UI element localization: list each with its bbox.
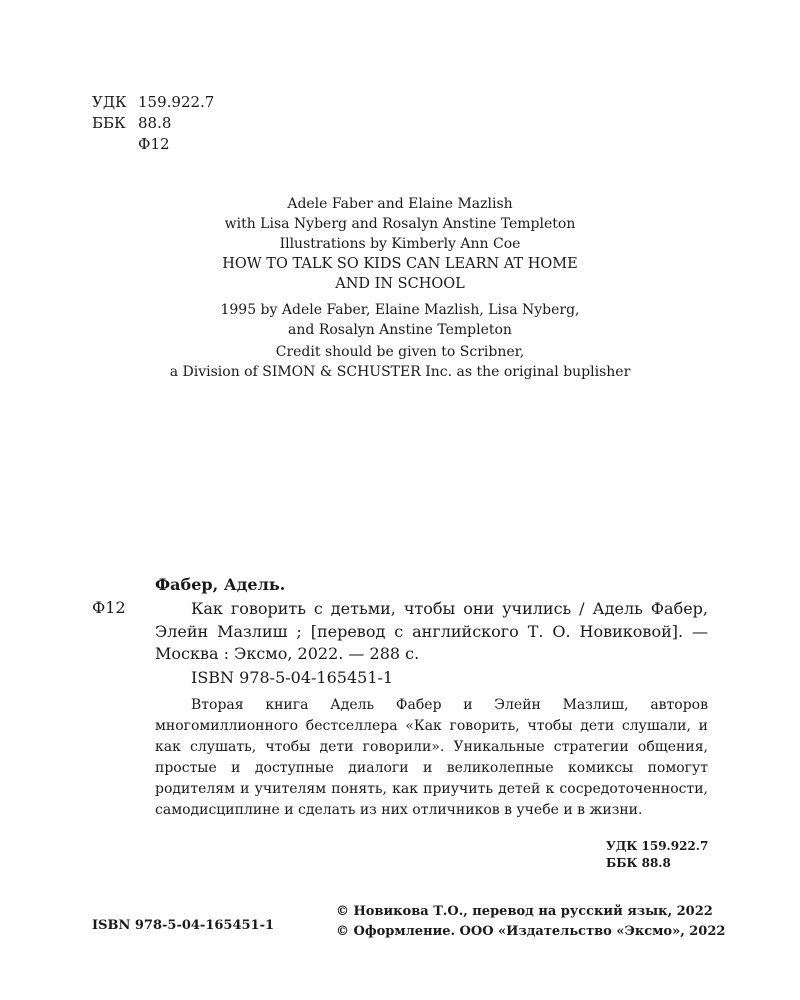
udk-value: 159.922.7 (138, 93, 215, 111)
udk-bottom: УДК 159.922.7 (606, 839, 709, 853)
book-annotation: Вторая книга Адель Фабер и Элейн Мазлиш, авторов многомиллионного бестселлера «Как говорить, чтобы дети слушали, и как слушать, чтобы дети говорили». Уникальные стратегии общения, простые и доступные диалоги и великолепные комиксы помогут родителям и учителям понять, как приучить детей к сосредоточенности, самодисциплине и сделать из них отличников в учебе и в жизни. (155, 697, 708, 818)
original-title-block (0, 254, 800, 294)
udk-key: УДК (92, 93, 127, 111)
udk-row (92, 92, 214, 113)
catalog-isbn: ISBN 978-5-04-165451-1 (191, 668, 394, 687)
bbk-bottom: ББК 88.8 (606, 856, 671, 870)
publisher-credit-line-1: Credit should be given to Scribner, (275, 344, 525, 360)
original-title-line-1: HOW TO TALK SO KIDS CAN LEARN AT HOME (222, 256, 578, 272)
classification-top (92, 92, 214, 155)
illustrations-line: Illustrations by Kimberly Ann Coe (279, 236, 521, 252)
footer-copyright (336, 902, 725, 942)
original-copyright-line-1: 1995 by Adele Faber, Elaine Mazlish, Lisa Nyberg, (220, 302, 580, 318)
bbk-row (92, 113, 214, 134)
copyright-design: © Оформление. ООО «Издательство «Эксмо», 2022 (336, 924, 726, 939)
bbk-value: 88.8 (138, 114, 172, 132)
original-copyright-line-2: and Rosalyn Anstine Templeton (288, 322, 512, 338)
original-title-line-2: AND IN SCHOOL (335, 276, 465, 292)
catalog-description: Как говорить с детьми, чтобы они учились / Адель Фабер, Элейн Мазлиш ; [перевод с английского Т. О. Новиковой]. — Москва : Эксмо, 2022. — 288 с. (155, 599, 708, 663)
footer-isbn: ISBN 978-5-04-165451-1 (92, 918, 275, 933)
author-mark-row (92, 134, 214, 155)
original-copyright-block (0, 300, 800, 340)
credits-authors-block (0, 194, 800, 254)
catalog-author-mark: Ф12 (92, 598, 126, 617)
with-authors-line: with Lisa Nyberg and Rosalyn Anstine Templeton (224, 216, 576, 232)
publisher-credit-line-2: a Division of SIMON & SCHUSTER Inc. as the original buplisher (169, 364, 631, 380)
classification-bottom (606, 838, 708, 872)
authors-line: Adele Faber and Elaine Mazlish (287, 196, 513, 212)
bbk-key: ББК (92, 114, 126, 132)
publisher-credit-block (0, 342, 800, 382)
catalog-author-heading: Фабер, Адель. (155, 575, 286, 594)
copyright-translation: © Новикова Т.О., перевод на русский язык, 2022 (336, 904, 713, 919)
author-mark-value: Ф12 (138, 135, 170, 153)
